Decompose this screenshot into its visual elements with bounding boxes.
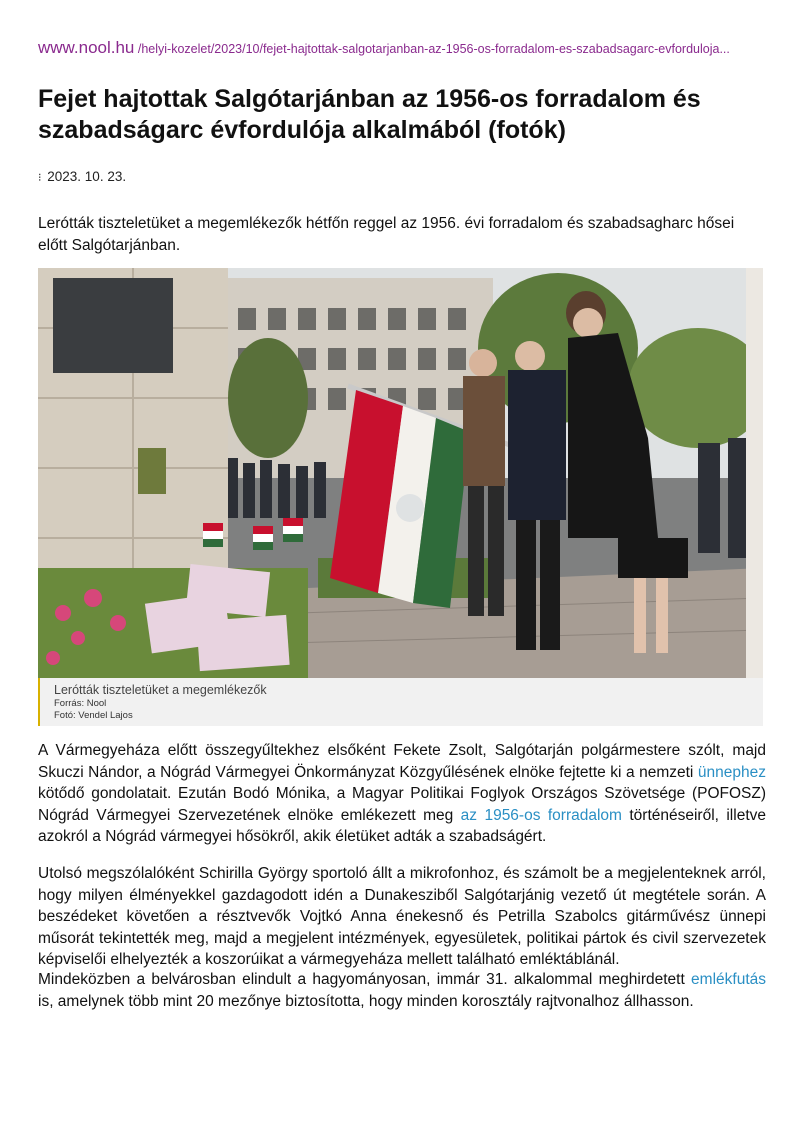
link-emlekfutas[interactable]: emlékfutás bbox=[691, 971, 766, 988]
link-1956-forradalom[interactable]: az 1956-os forradalom bbox=[460, 806, 622, 824]
link-unnephez[interactable]: ünnephez bbox=[697, 763, 766, 781]
article-paragraph-2: Utolsó megszólalóként Schirilla György sportoló állt a mikrofonhoz, és számolt be a megjelenteknek arról, hogy milyen élményekkel gazdagodott idén a Dunakesziből Salgótarjánig vezető út megtétele során. A beszédeket követően a résztvevők Vojtkó Anna énekesnő és Petrilla Szabolcs gitárművész ünnepi műsorát tekintették meg, majd a megjelent intézmények, egyesületek, politikai pártok és civil szervezetek képviselői elhelyezték a koszorúikat a vármegyeháza mellett található emléktáblánál. bbox=[38, 865, 766, 968]
article-lead: Lerótták tiszteletüket a megemlékezők hétfőn reggel az 1956. évi forradalom és szabadsagharc hősei előtt Salgótarjánban. bbox=[38, 215, 735, 254]
caption-source: Forrás: Nool bbox=[54, 698, 107, 709]
paragraph-text: is, amelynek több mint 20 mezőnye biztosította, hogy minden korosztály rajtvonalhoz állhasson. bbox=[38, 992, 694, 1010]
date-text: 2023. 10. 23. bbox=[47, 169, 127, 184]
caption-photographer: Fotó: Vendel Lajos bbox=[54, 710, 133, 721]
paragraph-text: Mindeközben a belvárosban elindult a hagyományosan, immár 31. alkalommal meghirdetett bbox=[38, 971, 692, 988]
article-paragraph-3 bbox=[38, 969, 766, 1012]
article-paragraph-1 bbox=[38, 740, 766, 848]
photo-illustration bbox=[38, 268, 763, 678]
url-domain[interactable]: www.nool.hu bbox=[38, 38, 135, 57]
date-icon: ⁝ bbox=[38, 172, 42, 184]
paragraph-text: kötődő gondolatait. Ezután Bodó Mónika, a Magyar Politikai Foglyok Országos Szövetsége (POFOSZ) Nógrád Vármegyei Szervezetének elnöke emlékezett meg bbox=[38, 785, 766, 824]
memorial-photo[interactable] bbox=[38, 268, 763, 678]
caption-title: Lerótták tiszteletüket a megemlékezők bbox=[54, 683, 267, 697]
paragraph-text: történéseiről, illetve azokról a Nógrád vármegyei hősökről, akik életüket adták a szabadságért. bbox=[38, 806, 766, 845]
photo-caption bbox=[38, 678, 763, 726]
article-date bbox=[38, 169, 126, 184]
paragraph-text: A Vármegyeháza előtt összegyűltekhez elsőként Fekete Zsolt, Salgótarján polgármestere szólt, majd Skuczi Nándor, a Nógrád Vármegyei Önkormányzat Közgyűlésének elnöke fejtette ki a nemzeti bbox=[38, 742, 766, 781]
article-title: Fejet hajtottak Salgótarjánban az 1956-os forradalom és szabadságarc évfordulója alkalmából (fotók) bbox=[38, 85, 701, 144]
url-bar[interactable] bbox=[38, 38, 768, 58]
url-path[interactable]: /helyi-kozelet/2023/10/fejet-hajtottak-salgotarjanban-az-1956-os-forradalom-es-szabadsagarc-evforduloja... bbox=[137, 42, 730, 56]
